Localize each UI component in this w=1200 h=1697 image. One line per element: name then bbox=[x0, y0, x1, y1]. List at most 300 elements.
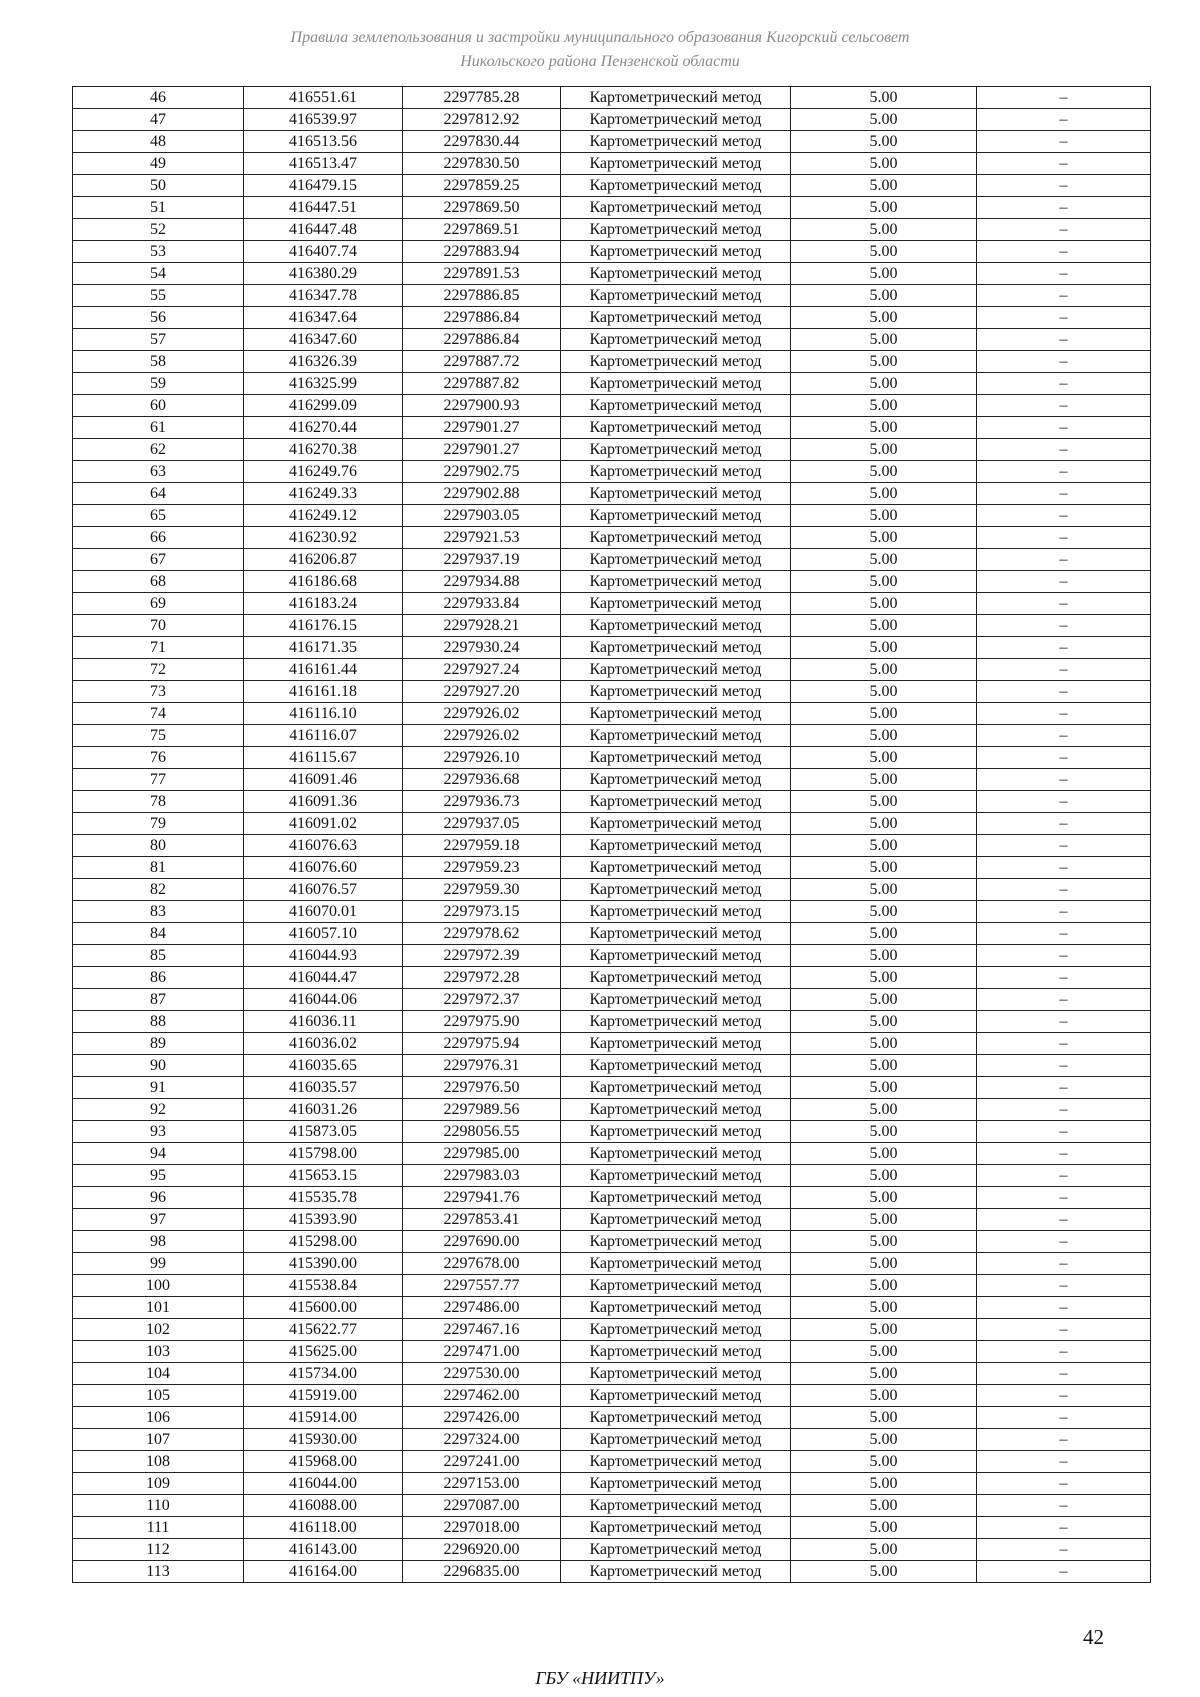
note-cell: – bbox=[977, 1539, 1151, 1561]
x-coordinate-cell: 416143.00 bbox=[244, 1539, 403, 1561]
note-cell: – bbox=[977, 989, 1151, 1011]
table-row bbox=[73, 1033, 1151, 1055]
precision-cell: 5.00 bbox=[791, 175, 977, 197]
table-row bbox=[73, 747, 1151, 769]
point-number-cell: 105 bbox=[73, 1385, 244, 1407]
y-coordinate-cell: 2297869.51 bbox=[403, 219, 561, 241]
precision-cell: 5.00 bbox=[791, 1011, 977, 1033]
page-header bbox=[0, 26, 1200, 74]
precision-cell: 5.00 bbox=[791, 725, 977, 747]
note-cell: – bbox=[977, 747, 1151, 769]
point-number-cell: 72 bbox=[73, 659, 244, 681]
note-cell: – bbox=[977, 1341, 1151, 1363]
point-number-cell: 61 bbox=[73, 417, 244, 439]
point-number-cell: 98 bbox=[73, 1231, 244, 1253]
x-coordinate-cell: 416539.97 bbox=[244, 109, 403, 131]
point-number-cell: 73 bbox=[73, 681, 244, 703]
x-coordinate-cell: 416326.39 bbox=[244, 351, 403, 373]
point-number-cell: 111 bbox=[73, 1517, 244, 1539]
table-row bbox=[73, 175, 1151, 197]
method-cell: Картометрический метод bbox=[561, 967, 791, 989]
note-cell: – bbox=[977, 1429, 1151, 1451]
table-row bbox=[73, 109, 1151, 131]
point-number-cell: 95 bbox=[73, 1165, 244, 1187]
method-cell: Картометрический метод bbox=[561, 153, 791, 175]
precision-cell: 5.00 bbox=[791, 1517, 977, 1539]
point-number-cell: 103 bbox=[73, 1341, 244, 1363]
table-row bbox=[73, 769, 1151, 791]
table-row bbox=[73, 1385, 1151, 1407]
table-row bbox=[73, 241, 1151, 263]
x-coordinate-cell: 416044.93 bbox=[244, 945, 403, 967]
y-coordinate-cell: 2297959.18 bbox=[403, 835, 561, 857]
table-row bbox=[73, 1055, 1151, 1077]
x-coordinate-cell: 416076.57 bbox=[244, 879, 403, 901]
point-number-cell: 76 bbox=[73, 747, 244, 769]
table-row bbox=[73, 1539, 1151, 1561]
precision-cell: 5.00 bbox=[791, 461, 977, 483]
point-number-cell: 90 bbox=[73, 1055, 244, 1077]
note-cell: – bbox=[977, 329, 1151, 351]
x-coordinate-cell: 415622.77 bbox=[244, 1319, 403, 1341]
method-cell: Картометрический метод bbox=[561, 791, 791, 813]
point-number-cell: 65 bbox=[73, 505, 244, 527]
note-cell: – bbox=[977, 1473, 1151, 1495]
precision-cell: 5.00 bbox=[791, 1187, 977, 1209]
y-coordinate-cell: 2297462.00 bbox=[403, 1385, 561, 1407]
y-coordinate-cell: 2297883.94 bbox=[403, 241, 561, 263]
point-number-cell: 89 bbox=[73, 1033, 244, 1055]
method-cell: Картометрический метод bbox=[561, 439, 791, 461]
table-row bbox=[73, 901, 1151, 923]
x-coordinate-cell: 416299.09 bbox=[244, 395, 403, 417]
table-row bbox=[73, 1495, 1151, 1517]
method-cell: Картометрический метод bbox=[561, 1231, 791, 1253]
table-row bbox=[73, 1121, 1151, 1143]
x-coordinate-cell: 416035.57 bbox=[244, 1077, 403, 1099]
note-cell: – bbox=[977, 131, 1151, 153]
table-row bbox=[73, 725, 1151, 747]
point-number-cell: 83 bbox=[73, 901, 244, 923]
page-number: 42 bbox=[1083, 1625, 1104, 1649]
x-coordinate-cell: 416183.24 bbox=[244, 593, 403, 615]
y-coordinate-cell: 2297989.56 bbox=[403, 1099, 561, 1121]
table-row bbox=[73, 1011, 1151, 1033]
y-coordinate-cell: 2297902.75 bbox=[403, 461, 561, 483]
y-coordinate-cell: 2298056.55 bbox=[403, 1121, 561, 1143]
point-number-cell: 46 bbox=[73, 87, 244, 109]
table-row bbox=[73, 1341, 1151, 1363]
x-coordinate-cell: 416035.65 bbox=[244, 1055, 403, 1077]
table-row bbox=[73, 417, 1151, 439]
note-cell: – bbox=[977, 681, 1151, 703]
precision-cell: 5.00 bbox=[791, 131, 977, 153]
point-number-cell: 52 bbox=[73, 219, 244, 241]
precision-cell: 5.00 bbox=[791, 747, 977, 769]
method-cell: Картометрический метод bbox=[561, 307, 791, 329]
note-cell: – bbox=[977, 571, 1151, 593]
point-number-cell: 49 bbox=[73, 153, 244, 175]
table-row bbox=[73, 197, 1151, 219]
method-cell: Картометрический метод bbox=[561, 1209, 791, 1231]
table-row bbox=[73, 1473, 1151, 1495]
table-row bbox=[73, 1143, 1151, 1165]
precision-cell: 5.00 bbox=[791, 1121, 977, 1143]
table-row bbox=[73, 329, 1151, 351]
precision-cell: 5.00 bbox=[791, 483, 977, 505]
x-coordinate-cell: 416091.02 bbox=[244, 813, 403, 835]
y-coordinate-cell: 2297530.00 bbox=[403, 1363, 561, 1385]
y-coordinate-cell: 2297927.20 bbox=[403, 681, 561, 703]
note-cell: – bbox=[977, 659, 1151, 681]
y-coordinate-cell: 2297975.90 bbox=[403, 1011, 561, 1033]
precision-cell: 5.00 bbox=[791, 637, 977, 659]
point-number-cell: 81 bbox=[73, 857, 244, 879]
x-coordinate-cell: 416380.29 bbox=[244, 263, 403, 285]
point-number-cell: 86 bbox=[73, 967, 244, 989]
x-coordinate-cell: 416171.35 bbox=[244, 637, 403, 659]
point-number-cell: 48 bbox=[73, 131, 244, 153]
table-row bbox=[73, 1363, 1151, 1385]
x-coordinate-cell: 416161.18 bbox=[244, 681, 403, 703]
method-cell: Картометрический метод bbox=[561, 989, 791, 1011]
precision-cell: 5.00 bbox=[791, 1099, 977, 1121]
point-number-cell: 102 bbox=[73, 1319, 244, 1341]
method-cell: Картометрический метод bbox=[561, 351, 791, 373]
table-row bbox=[73, 1407, 1151, 1429]
y-coordinate-cell: 2297785.28 bbox=[403, 87, 561, 109]
x-coordinate-cell: 415393.90 bbox=[244, 1209, 403, 1231]
method-cell: Картометрический метод bbox=[561, 1385, 791, 1407]
point-number-cell: 100 bbox=[73, 1275, 244, 1297]
note-cell: – bbox=[977, 945, 1151, 967]
method-cell: Картометрический метод bbox=[561, 1099, 791, 1121]
table-row bbox=[73, 571, 1151, 593]
table-row bbox=[73, 1297, 1151, 1319]
note-cell: – bbox=[977, 879, 1151, 901]
table-row bbox=[73, 351, 1151, 373]
table-row bbox=[73, 1187, 1151, 1209]
y-coordinate-cell: 2297937.05 bbox=[403, 813, 561, 835]
method-cell: Картометрический метод bbox=[561, 1407, 791, 1429]
note-cell: – bbox=[977, 901, 1151, 923]
precision-cell: 5.00 bbox=[791, 879, 977, 901]
table-row bbox=[73, 923, 1151, 945]
method-cell: Картометрический метод bbox=[561, 659, 791, 681]
point-number-cell: 58 bbox=[73, 351, 244, 373]
point-number-cell: 75 bbox=[73, 725, 244, 747]
precision-cell: 5.00 bbox=[791, 1407, 977, 1429]
precision-cell: 5.00 bbox=[791, 351, 977, 373]
method-cell: Картометрический метод bbox=[561, 395, 791, 417]
point-number-cell: 112 bbox=[73, 1539, 244, 1561]
table-row bbox=[73, 879, 1151, 901]
table-row bbox=[73, 285, 1151, 307]
point-number-cell: 106 bbox=[73, 1407, 244, 1429]
table-row bbox=[73, 835, 1151, 857]
table-row bbox=[73, 505, 1151, 527]
point-number-cell: 82 bbox=[73, 879, 244, 901]
point-number-cell: 87 bbox=[73, 989, 244, 1011]
y-coordinate-cell: 2297891.53 bbox=[403, 263, 561, 285]
page-footer: ГБУ «НИИТПУ» bbox=[535, 1668, 665, 1688]
method-cell: Картометрический метод bbox=[561, 109, 791, 131]
note-cell: – bbox=[977, 791, 1151, 813]
table-row bbox=[73, 1275, 1151, 1297]
x-coordinate-cell: 416116.10 bbox=[244, 703, 403, 725]
point-number-cell: 79 bbox=[73, 813, 244, 835]
x-coordinate-cell: 415653.15 bbox=[244, 1165, 403, 1187]
note-cell: – bbox=[977, 153, 1151, 175]
table-row bbox=[73, 1099, 1151, 1121]
x-coordinate-cell: 416031.26 bbox=[244, 1099, 403, 1121]
note-cell: – bbox=[977, 1407, 1151, 1429]
y-coordinate-cell: 2297941.76 bbox=[403, 1187, 561, 1209]
note-cell: – bbox=[977, 1275, 1151, 1297]
x-coordinate-cell: 415390.00 bbox=[244, 1253, 403, 1275]
table-row bbox=[73, 373, 1151, 395]
x-coordinate-cell: 416036.11 bbox=[244, 1011, 403, 1033]
note-cell: – bbox=[977, 703, 1151, 725]
table-row bbox=[73, 461, 1151, 483]
method-cell: Картометрический метод bbox=[561, 1187, 791, 1209]
precision-cell: 5.00 bbox=[791, 813, 977, 835]
note-cell: – bbox=[977, 1517, 1151, 1539]
method-cell: Картометрический метод bbox=[561, 1363, 791, 1385]
method-cell: Картометрический метод bbox=[561, 901, 791, 923]
method-cell: Картометрический метод bbox=[561, 747, 791, 769]
y-coordinate-cell: 2297927.24 bbox=[403, 659, 561, 681]
table-row bbox=[73, 549, 1151, 571]
note-cell: – bbox=[977, 1143, 1151, 1165]
precision-cell: 5.00 bbox=[791, 945, 977, 967]
method-cell: Картометрический метод bbox=[561, 1165, 791, 1187]
note-cell: – bbox=[977, 439, 1151, 461]
y-coordinate-cell: 2297936.68 bbox=[403, 769, 561, 791]
method-cell: Картометрический метод bbox=[561, 549, 791, 571]
method-cell: Картометрический метод bbox=[561, 923, 791, 945]
method-cell: Картометрический метод bbox=[561, 417, 791, 439]
method-cell: Картометрический метод bbox=[561, 461, 791, 483]
point-number-cell: 62 bbox=[73, 439, 244, 461]
y-coordinate-cell: 2297936.73 bbox=[403, 791, 561, 813]
precision-cell: 5.00 bbox=[791, 1341, 977, 1363]
method-cell: Картометрический метод bbox=[561, 87, 791, 109]
method-cell: Картометрический метод bbox=[561, 1561, 791, 1583]
method-cell: Картометрический метод bbox=[561, 813, 791, 835]
y-coordinate-cell: 2297887.72 bbox=[403, 351, 561, 373]
point-number-cell: 50 bbox=[73, 175, 244, 197]
x-coordinate-cell: 416115.67 bbox=[244, 747, 403, 769]
x-coordinate-cell: 416347.78 bbox=[244, 285, 403, 307]
method-cell: Картометрический метод bbox=[561, 1253, 791, 1275]
note-cell: – bbox=[977, 1165, 1151, 1187]
method-cell: Картометрический метод bbox=[561, 175, 791, 197]
y-coordinate-cell: 2297972.28 bbox=[403, 967, 561, 989]
note-cell: – bbox=[977, 1033, 1151, 1055]
note-cell: – bbox=[977, 1121, 1151, 1143]
method-cell: Картометрический метод bbox=[561, 1275, 791, 1297]
method-cell: Картометрический метод bbox=[561, 1341, 791, 1363]
precision-cell: 5.00 bbox=[791, 307, 977, 329]
precision-cell: 5.00 bbox=[791, 505, 977, 527]
method-cell: Картометрический метод bbox=[561, 1429, 791, 1451]
x-coordinate-cell: 416057.10 bbox=[244, 923, 403, 945]
precision-cell: 5.00 bbox=[791, 219, 977, 241]
method-cell: Картометрический метод bbox=[561, 1121, 791, 1143]
table-row bbox=[73, 637, 1151, 659]
note-cell: – bbox=[977, 1253, 1151, 1275]
note-cell: – bbox=[977, 1055, 1151, 1077]
precision-cell: 5.00 bbox=[791, 1495, 977, 1517]
precision-cell: 5.00 bbox=[791, 263, 977, 285]
y-coordinate-cell: 2297901.27 bbox=[403, 417, 561, 439]
method-cell: Картометрический метод bbox=[561, 1143, 791, 1165]
y-coordinate-cell: 2297972.39 bbox=[403, 945, 561, 967]
note-cell: – bbox=[977, 1099, 1151, 1121]
y-coordinate-cell: 2296920.00 bbox=[403, 1539, 561, 1561]
y-coordinate-cell: 2297324.00 bbox=[403, 1429, 561, 1451]
method-cell: Картометрический метод bbox=[561, 615, 791, 637]
table-row bbox=[73, 615, 1151, 637]
precision-cell: 5.00 bbox=[791, 1055, 977, 1077]
y-coordinate-cell: 2297153.00 bbox=[403, 1473, 561, 1495]
x-coordinate-cell: 415930.00 bbox=[244, 1429, 403, 1451]
y-coordinate-cell: 2297973.15 bbox=[403, 901, 561, 923]
table-row bbox=[73, 1451, 1151, 1473]
y-coordinate-cell: 2297869.50 bbox=[403, 197, 561, 219]
table-row bbox=[73, 527, 1151, 549]
x-coordinate-cell: 416325.99 bbox=[244, 373, 403, 395]
x-coordinate-cell: 416164.00 bbox=[244, 1561, 403, 1583]
method-cell: Картометрический метод bbox=[561, 1473, 791, 1495]
note-cell: – bbox=[977, 1077, 1151, 1099]
table-row bbox=[73, 483, 1151, 505]
y-coordinate-cell: 2297972.37 bbox=[403, 989, 561, 1011]
method-cell: Картометрический метод bbox=[561, 527, 791, 549]
note-cell: – bbox=[977, 1495, 1151, 1517]
point-number-cell: 53 bbox=[73, 241, 244, 263]
table-row bbox=[73, 1253, 1151, 1275]
method-cell: Картометрический метод bbox=[561, 1539, 791, 1561]
y-coordinate-cell: 2297690.00 bbox=[403, 1231, 561, 1253]
y-coordinate-cell: 2297471.00 bbox=[403, 1341, 561, 1363]
precision-cell: 5.00 bbox=[791, 681, 977, 703]
method-cell: Картометрический метод bbox=[561, 769, 791, 791]
point-number-cell: 64 bbox=[73, 483, 244, 505]
table-row bbox=[73, 659, 1151, 681]
table-row bbox=[73, 681, 1151, 703]
y-coordinate-cell: 2297902.88 bbox=[403, 483, 561, 505]
method-cell: Картометрический метод bbox=[561, 945, 791, 967]
method-cell: Картометрический метод bbox=[561, 1319, 791, 1341]
method-cell: Картометрический метод bbox=[561, 835, 791, 857]
x-coordinate-cell: 416116.07 bbox=[244, 725, 403, 747]
x-coordinate-cell: 416551.61 bbox=[244, 87, 403, 109]
precision-cell: 5.00 bbox=[791, 571, 977, 593]
y-coordinate-cell: 2297678.00 bbox=[403, 1253, 561, 1275]
x-coordinate-cell: 415968.00 bbox=[244, 1451, 403, 1473]
precision-cell: 5.00 bbox=[791, 791, 977, 813]
y-coordinate-cell: 2297983.03 bbox=[403, 1165, 561, 1187]
x-coordinate-cell: 416118.00 bbox=[244, 1517, 403, 1539]
method-cell: Картометрический метод bbox=[561, 1451, 791, 1473]
precision-cell: 5.00 bbox=[791, 329, 977, 351]
x-coordinate-cell: 415625.00 bbox=[244, 1341, 403, 1363]
precision-cell: 5.00 bbox=[791, 835, 977, 857]
note-cell: – bbox=[977, 615, 1151, 637]
y-coordinate-cell: 2297928.21 bbox=[403, 615, 561, 637]
precision-cell: 5.00 bbox=[791, 901, 977, 923]
x-coordinate-cell: 416091.46 bbox=[244, 769, 403, 791]
note-cell: – bbox=[977, 307, 1151, 329]
x-coordinate-cell: 416230.92 bbox=[244, 527, 403, 549]
note-cell: – bbox=[977, 505, 1151, 527]
x-coordinate-cell: 416249.33 bbox=[244, 483, 403, 505]
note-cell: – bbox=[977, 87, 1151, 109]
x-coordinate-cell: 416447.48 bbox=[244, 219, 403, 241]
table-row bbox=[73, 703, 1151, 725]
precision-cell: 5.00 bbox=[791, 1253, 977, 1275]
precision-cell: 5.00 bbox=[791, 417, 977, 439]
note-cell: – bbox=[977, 725, 1151, 747]
table-row bbox=[73, 219, 1151, 241]
precision-cell: 5.00 bbox=[791, 769, 977, 791]
precision-cell: 5.00 bbox=[791, 989, 977, 1011]
y-coordinate-cell: 2297926.02 bbox=[403, 703, 561, 725]
point-number-cell: 77 bbox=[73, 769, 244, 791]
method-cell: Картометрический метод bbox=[561, 681, 791, 703]
point-number-cell: 67 bbox=[73, 549, 244, 571]
y-coordinate-cell: 2297018.00 bbox=[403, 1517, 561, 1539]
table-row bbox=[73, 1231, 1151, 1253]
method-cell: Картометрический метод bbox=[561, 483, 791, 505]
table-row bbox=[73, 1561, 1151, 1583]
table-row bbox=[73, 1517, 1151, 1539]
note-cell: – bbox=[977, 1297, 1151, 1319]
x-coordinate-cell: 416447.51 bbox=[244, 197, 403, 219]
point-number-cell: 97 bbox=[73, 1209, 244, 1231]
method-cell: Картометрический метод bbox=[561, 703, 791, 725]
table-row bbox=[73, 857, 1151, 879]
point-number-cell: 78 bbox=[73, 791, 244, 813]
point-number-cell: 110 bbox=[73, 1495, 244, 1517]
precision-cell: 5.00 bbox=[791, 1429, 977, 1451]
y-coordinate-cell: 2297978.62 bbox=[403, 923, 561, 945]
table-row bbox=[73, 1165, 1151, 1187]
method-cell: Картометрический метод bbox=[561, 373, 791, 395]
method-cell: Картометрический метод bbox=[561, 1495, 791, 1517]
x-coordinate-cell: 416044.47 bbox=[244, 967, 403, 989]
table-row bbox=[73, 791, 1151, 813]
note-cell: – bbox=[977, 813, 1151, 835]
precision-cell: 5.00 bbox=[791, 967, 977, 989]
x-coordinate-cell: 416249.76 bbox=[244, 461, 403, 483]
point-number-cell: 69 bbox=[73, 593, 244, 615]
y-coordinate-cell: 2297853.41 bbox=[403, 1209, 561, 1231]
y-coordinate-cell: 2296835.00 bbox=[403, 1561, 561, 1583]
y-coordinate-cell: 2297886.84 bbox=[403, 307, 561, 329]
point-number-cell: 104 bbox=[73, 1363, 244, 1385]
y-coordinate-cell: 2297976.50 bbox=[403, 1077, 561, 1099]
y-coordinate-cell: 2297887.82 bbox=[403, 373, 561, 395]
note-cell: – bbox=[977, 1363, 1151, 1385]
y-coordinate-cell: 2297903.05 bbox=[403, 505, 561, 527]
x-coordinate-cell: 416270.38 bbox=[244, 439, 403, 461]
note-cell: – bbox=[977, 967, 1151, 989]
y-coordinate-cell: 2297900.93 bbox=[403, 395, 561, 417]
precision-cell: 5.00 bbox=[791, 1231, 977, 1253]
